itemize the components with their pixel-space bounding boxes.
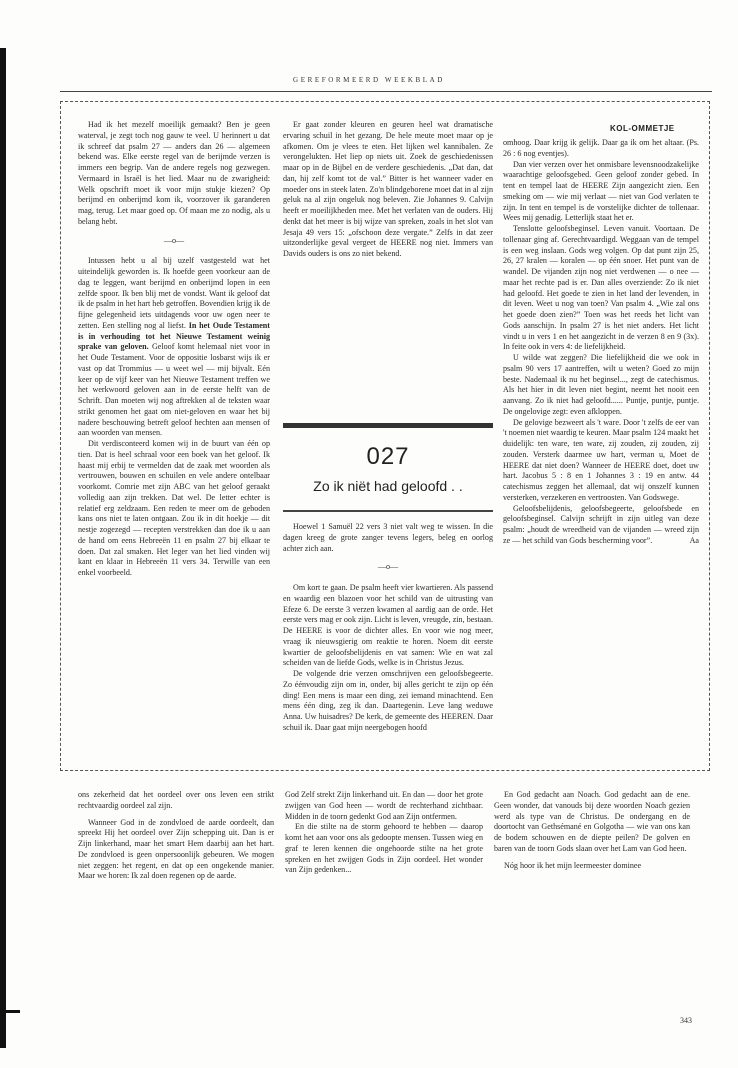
paragraph-text: Geloofsbelijdenis, geloofsbegeerte, geloofsbede en geloofsbeginsel. Calvijn schrijft in zijn uitleg van deze psalm: „houdt de wreedheid van de vijanden — wreed zijn ze — het schild van Gods bescherming voor”. [503,503,699,545]
author-signature: Aa [689,535,699,545]
bold-thesis: In het Oude Testament is in verhouding tot het Nieuwe Testament weinig sprake van geloven. [78,320,270,352]
paragraph: De volgende drie verzen omschrijven een geloofsbegeerte. Zo éénvoudig zijn om in, onder, bij alles gericht te zijn op één ding! Een mens is maar een ding, zei iemand minachtend. Een mens één ding, zeg ik dan. Daartegenin. Leve lang weduwe Anna. Uw huisadres? De kerk, de gemeente des HEEREN. Daar schuil ik. Daar gaat mijn neergebogen hoofd [283,669,493,732]
paragraph: Om kort te gaan. De psalm heeft vier kwartieren. Als passend en waardig een blazoen voor het schild van de uitrusting van Efeze 6. De eerste 3 verzen kwamen al aardig aan de orde. Het eerste vers mag er ook zijn. Licht is leven, vreugde, zin, bestaan. De HEERE is voor de dichter alles. En voor wie nog meer, vraag ik nieuwsgierig om reaktie te horen. Noem dit eerste kwartier de geloofsbelijdenis en vat samen: Wie en wat zal scheiden van de liefde Gods, welke is in Christus Jezus. [283,583,493,668]
bottom-column-2 [285,790,483,1000]
article-title: Zo ik niët had geloofd . . [313,478,463,494]
paragraph: ons zekerheid dat het oordeel over ons leven een strikt rechtvaardig oordeel zal zijn. [78,790,274,810]
title-box-bottom-rule [283,510,493,512]
title-box-top-rule [283,423,493,428]
bottom-column-3 [494,790,690,1000]
article-column-1 [78,120,270,760]
paragraph [78,256,270,439]
paragraph-text: Geloof komt helemaal niet voor in het Oude Testament. Voor de oppositie losbarst wijs ik er vast op dat Trommius — u weet wel — mij bijvalt. Eén keer op de vijf keer van het Nieuwe Testament treffen we het werkwoord geloven aan in de eerste helft van de Schrift. Dan moeten wij nog aftrekken al de teksten waar strikt genomen het gaat om niet-geloven en waar het bij nadere beschouwing betreft geloof hechten aan mensen of aan woorden van mensen. [78,342,270,438]
article-column-3 [503,138,699,760]
page-number: 343 [680,1016,692,1025]
header-rule [60,91,712,92]
scan-corner-mark [6,1010,20,1013]
paragraph: U wilde wat zeggen? Die liefelijkheid die we ook in psalm 90 vers 17 aantreffen, wilt u weten? Goed zo mijn beste. Nademaal ik nu het beginsel..., zegt de catechismus. Als het hier in dit leven niet begint, neemt het nooit een aanvang. Zo ik niet had geloofd...... Puntje, puntje, puntje. De ongelovige zegt: even afkloppen. [503,353,699,416]
title-box [283,423,493,518]
section-separator: —o— [163,235,185,245]
paragraph: omhoog. Daar krijg ik gelijk. Daar ga ik om het altaar. (Ps. 26 : 6 nog eventjes). [503,138,699,158]
paragraph [503,504,699,547]
bottom-column-1 [78,790,274,1000]
article-column-2-continued [283,522,493,760]
paragraph-text: Intussen hebt u al bij uzelf vastgesteld wat het uiteindelijk geworden is. Ik hoefde geen voorkeur aan de dag te leggen, want berijmd en onberijmd lopen in een zelfde spoor. Ik ben blij met de vondst. Want ik geloof dat ik de psalm in het hart heb getroffen. Bovendien krijg ik de fijne gelegenheid iets uitdagends voor uw ogen neer te zetten. Een stelling nog al liefst. [78,256,270,330]
paragraph: Nóg hoor ik het mijn leermeester dominee [504,860,642,870]
section-separator: —o— [377,562,399,572]
paragraph: Tenslotte geloofsbeginsel. Leven vanuit. Voortaan. De tollenaar ging af. Gerechtvaardigd. Weggaan van de tempel is een weg inslaan. Gods weg volgen. Op dat punt zijn 25, 26, 27 kralen — koralen — op één snoer. Het punt van de wandel. De vijanden zijn nog niet verdwenen — o nee — maar het rechte pad is er. Dan alles overziende: Zo ik niet had geloofd. Het goede te zien in het land der levenden, in dit leven. Weet u nog van toen? Van psalm 4. „Wie zal ons het goede doen zien?” Toen was het reeds het licht van Gods aanschijn. In psalm 27 is het niet anders. Het licht vindt u in vers 1 en het aangezicht in de verzen 8 en 9 (3x). In feite ook in vers 4: de liefelijkheid. [503,224,699,352]
paragraph: Dit verdisconteerd komen wij in de buurt van één op tien. Dat is heel schraal voor een boek van het geloof. Ik haast mij erbij te vermelden dat de zaak met woorden als vertrouwen, bouwen en schuilen en vele andere ontelbaar voorkomt. Comrie met zijn ABC van het geloof geraakt volledig aan zijn trekken. Dat wel. De letter echter is relatief erg zeldzaam. Een reden te meer om de geboden kans ons niet te laten ontgaan. Zou ik in dit hoekje — dit nestje zogezegd — recepten verstrekken dan doe ik u aan de hand om eens Hebreeën 11 en psalm 27 bij elkaar te doen. Dat zal smaken. Het leger van het lied vinden wij kant en klaar in Hebreeën 11 vers 34. Terwille van een enkel voorbeeld. [78,439,270,577]
binding-edge [0,48,6,1048]
article-column-2 [283,120,493,420]
paragraph: Had ik het mezelf moeilijk gemaakt? Ben je geen waterval, je zegt toch nog gauw te veel. U herinnert u dat ik schreef dat psalm 27 — anders dan 26 — algemeen bekend was. Elke eerste regel van de berijmde verzen is immers een begrip. Van de andere regels nog gezwegen. Vermaard in Israël is het lied. Maar nu de zwarigheid: Welk opschrift moet ik voor mijn stukje kiezen? Op berijmd en onberijmd kom ik, voorzover ik garanderen mag, terug. Let maar goed op. Of maan me zo nodig, als u belang hebt. [78,120,270,226]
paragraph: Dan vier verzen over het onmisbare levensnoodzakelijke waarachtige geloofsgebed. Geen geloof zonder gebed. In tent en tempel laat de HEERE Zijn aangezicht zien. Een smeking om — wie mij verlaat — niet van God verlaten te zijn. In tent en tempel is de vorstelijke dichter de tollenaar. Wees mij genadig. Letterlijk staat het er. [503,159,699,223]
paragraph: Wanneer God in de zondvloed de aarde oordeelt, dan spreekt Hij het oordeel over Zijn schepping uit. Dan is er Zijn linkerhand, maar het smart Hem daarbij aan het hart. De zondvloed is geen onpersoonlijk gebeuren. We mogen niet zeggen: het regent, en dat op een ongekende manier. Maar we horen: Ik zal doen regenen op de aarde. [78,817,274,881]
paragraph: En God gedacht aan Noach. God gedacht aan de ene. Geen wonder, dat vanouds bij deze woorden Noach gezien werd als type van de Christus. De ondergang en de doortocht van Gethsémané en Golgotha — wie van ons kan de bodem schouwen en de diepte peilen? De golven en baren van de toorn Gods slaan over het Lam van God heen. [494,790,690,853]
paragraph: En die stilte na de storm gehoord te hebben — daarop komt het aan voor ons als gedoopte mensen. Tussen wieg en graf te leren kennen die ongehoorde stilte na het grote spreken en het zwijgen Gods in Zijn oordeel. Het wonder van Zijn gedenken... [285,822,483,875]
column-heading: KOL-OMMETJE [610,124,675,133]
paragraph: Hoewel 1 Samuël 22 vers 3 niet valt weg te wissen. In die dagen kreeg de grote zanger tevens legers, beleg en oorlog achter zich aan. [283,522,493,553]
paragraph: Er gaat zonder kleuren en geuren heel wat dramatische ervaring schuil in het gezang. De hele meute moet maar op je afkomen. Om je vlees te eten. Het lijken wel kannibalen. Ze verongelukten. Het liep op niets uit. Zoek de geschiedenissen maar op in de Bijbel en de verdere geschiedenis. „Dat dan, dat dan, hij zelf komt tot de val.” Bitter is het wanneer vader en moeder ons in steek laten. Zo'n blindgeborene moet dat in al zijn geluk na al zijn ongeluk nog beleven. Zie Johannes 9. Calvijn heeft er moeilijkheden mee. Met het verlaten van de ouders. Hij denkt dat het meer is bij wijze van spreken, zoals in het slot van Jesaja 49 vers 15: „ofschoon deze vergate.” Zelfs in dat zeer uitzonderlijke geval vergeet de HEERE nog niet. Immers van Davids ouders is ons zo niet bekend. [283,120,493,258]
paragraph: God Zelf strekt Zijn linkerhand uit. En dan — door het grote zwijgen van God heen — wordt de rechterhand zichtbaar. Midden in de toorn gedenkt God aan Zijn ontfermen. [285,790,483,821]
running-head: GEREFORMEERD WEEKBLAD [293,76,445,84]
article-number: 027 [366,443,410,470]
paragraph: De gelovige bezweert als 't ware. Door 't zelfs de eer van 't noemen niet waardig te keuren. Maar psalm 124 maakt het duidelijk: ten ware, ten ware, zij zouden, zij zouden, zij zouden. Versterk daarmee uw hart, verman u, Moet de HEERE dat niet doen? Wanneer de HEERE doet, doet uw hart. Jacobus 5 : 8 en 1 Johannes 3 : 19 en antw. 44 catechismus zeggen het allemaal, dat wij onszelf kunnen versterken, verzekeren en vertroosten. Van Godswege. [503,417,699,502]
